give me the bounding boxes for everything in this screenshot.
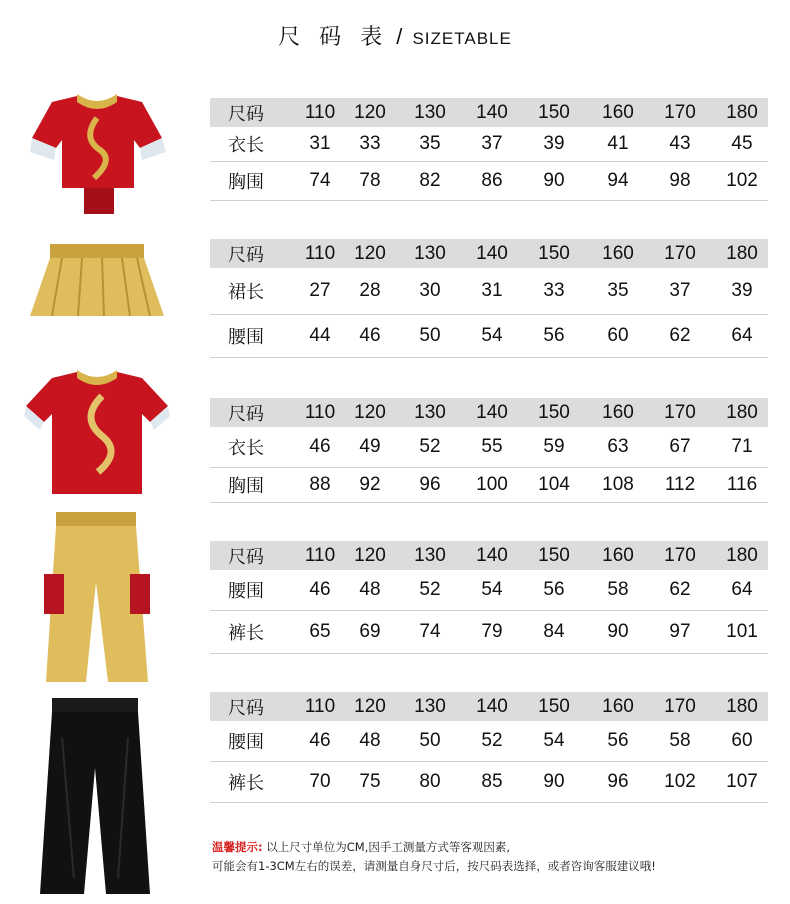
size-header-cell: 180: [726, 695, 758, 717]
table-cell: 101: [726, 621, 758, 642]
size-header-cell: 180: [726, 242, 758, 264]
table-cell: 48: [359, 730, 381, 751]
size-header-cell: 120: [354, 401, 386, 423]
table-row: [210, 239, 768, 268]
size-header-cell: 140: [476, 242, 508, 264]
table-row: [210, 398, 768, 427]
row-label: 裤长: [228, 623, 264, 644]
table-row: [210, 721, 768, 762]
row-label: 尺码: [228, 697, 264, 719]
row-label: 裙长: [228, 282, 264, 303]
table-row: [210, 127, 768, 162]
table-row: [210, 268, 768, 315]
table-cell: 84: [543, 621, 565, 642]
size-header-cell: 120: [354, 695, 386, 717]
warm-tip-line2: 可能会有1-3CM左右的误差，请测量自身尺寸后，按尺码表选择，或者咨询客服建议哦!: [212, 859, 656, 873]
size-header-cell: 180: [726, 101, 758, 123]
table-cell: 116: [726, 474, 758, 495]
warm-tip: [212, 838, 656, 876]
table-cell: 28: [359, 280, 381, 301]
row-label: 腰围: [228, 581, 264, 602]
row-label: 尺码: [228, 403, 264, 425]
table-cell: 96: [419, 474, 441, 495]
title-slash: /: [388, 24, 413, 49]
size-header-cell: 130: [414, 695, 446, 717]
table-cell: 27: [309, 280, 331, 301]
size-header-cell: 170: [664, 242, 696, 264]
size-header-cell: 150: [538, 695, 570, 717]
table-cell: 104: [538, 474, 570, 495]
table-cell: 74: [309, 170, 331, 191]
size-header-cell: 140: [476, 544, 508, 566]
table-cell: 92: [359, 474, 381, 495]
table-cell: 62: [669, 325, 691, 346]
table-cell: 50: [419, 325, 441, 346]
table-cell: 97: [669, 621, 691, 642]
table-cell: 49: [359, 436, 381, 457]
table-cell: 100: [476, 474, 508, 495]
table-row: [210, 570, 768, 611]
table-cell: 112: [664, 474, 696, 495]
gold-pants-image: [22, 512, 172, 688]
size-header-cell: 170: [664, 101, 696, 123]
table-cell: 46: [359, 325, 381, 346]
table-cell: 52: [419, 579, 441, 600]
table-cell: 96: [607, 771, 629, 792]
size-header-cell: 120: [354, 544, 386, 566]
table-cell: 55: [481, 436, 503, 457]
table-cell: 98: [669, 170, 691, 191]
table-cell: 63: [607, 436, 629, 457]
size-header-cell: 180: [726, 401, 758, 423]
table-cell: 102: [726, 170, 758, 191]
table-cell: 65: [309, 621, 331, 642]
size-header-cell: 150: [538, 401, 570, 423]
table-cell: 41: [607, 133, 629, 154]
table-cell: 33: [543, 280, 565, 301]
table-cell: 33: [359, 133, 381, 154]
table-cell: 46: [309, 579, 331, 600]
size-header-cell: 160: [602, 101, 634, 123]
size-header-cell: 180: [726, 544, 758, 566]
row-label: 腰围: [228, 732, 264, 753]
row-label: 腰围: [228, 327, 264, 348]
size-table-2: [210, 239, 768, 358]
table-cell: 46: [309, 436, 331, 457]
gold-skirt-image: [22, 244, 172, 324]
table-cell: 30: [419, 280, 441, 301]
table-cell: 78: [359, 170, 381, 191]
table-row: [210, 611, 768, 654]
table-row: [210, 762, 768, 803]
table-cell: 35: [419, 133, 441, 154]
row-label: 衣长: [228, 438, 264, 459]
table-cell: 52: [419, 436, 441, 457]
table-cell: 74: [419, 621, 441, 642]
size-header-cell: 170: [664, 401, 696, 423]
row-label: 衣长: [228, 135, 264, 156]
table-cell: 82: [419, 170, 441, 191]
table-cell: 56: [607, 730, 629, 751]
table-row: [210, 162, 768, 201]
row-label: 尺码: [228, 244, 264, 266]
table-cell: 90: [543, 170, 565, 191]
table-cell: 60: [731, 730, 753, 751]
table-cell: 54: [481, 579, 503, 600]
table-cell: 39: [731, 280, 753, 301]
table-cell: 37: [481, 133, 503, 154]
table-cell: 90: [543, 771, 565, 792]
size-header-cell: 140: [476, 401, 508, 423]
table-cell: 94: [607, 170, 629, 191]
table-cell: 90: [607, 621, 629, 642]
red-crop-top-image: [22, 88, 172, 218]
table-cell: 31: [481, 280, 503, 301]
table-cell: 44: [309, 325, 331, 346]
size-header-cell: 110: [304, 695, 336, 717]
table-cell: 102: [664, 771, 696, 792]
table-cell: 37: [669, 280, 691, 301]
table-cell: 50: [419, 730, 441, 751]
table-cell: 86: [481, 170, 503, 191]
size-header-cell: 140: [476, 101, 508, 123]
warm-tip-line1: 以上尺寸单位为CM,因手工测量方式等客观因素,: [266, 840, 511, 854]
table-cell: 58: [669, 730, 691, 751]
size-header-cell: 160: [602, 401, 634, 423]
table-cell: 64: [731, 579, 753, 600]
table-row: [210, 315, 768, 358]
title-en: SIZETABLE: [412, 29, 512, 48]
row-label: 胸围: [228, 476, 264, 497]
size-header-cell: 150: [538, 101, 570, 123]
table-cell: 80: [419, 771, 441, 792]
size-header-cell: 110: [304, 544, 336, 566]
black-pants-image: [22, 698, 172, 898]
table-row: [210, 427, 768, 468]
size-header-cell: 140: [476, 695, 508, 717]
page-title: [0, 20, 790, 51]
table-cell: 59: [543, 436, 565, 457]
size-header-cell: 130: [414, 101, 446, 123]
table-cell: 39: [543, 133, 565, 154]
table-cell: 85: [481, 771, 503, 792]
size-header-cell: 150: [538, 242, 570, 264]
table-cell: 58: [607, 579, 629, 600]
table-row: [210, 468, 768, 503]
row-label: 尺码: [228, 103, 264, 125]
size-header-cell: 170: [664, 695, 696, 717]
table-cell: 31: [309, 133, 331, 154]
size-header-cell: 130: [414, 242, 446, 264]
row-label: 尺码: [228, 546, 264, 568]
table-row: [210, 98, 768, 127]
table-row: [210, 541, 768, 570]
table-row: [210, 692, 768, 721]
size-header-cell: 130: [414, 401, 446, 423]
table-cell: 54: [481, 325, 503, 346]
size-header-cell: 150: [538, 544, 570, 566]
warm-tip-label: 温馨提示:: [212, 840, 263, 854]
red-shirt-image: [22, 366, 172, 498]
size-table-4: [210, 541, 768, 654]
size-header-cell: 110: [304, 401, 336, 423]
size-header-cell: 160: [602, 242, 634, 264]
table-cell: 107: [726, 771, 758, 792]
table-cell: 56: [543, 579, 565, 600]
size-table-5: [210, 692, 768, 803]
table-cell: 71: [731, 436, 753, 457]
table-cell: 75: [359, 771, 381, 792]
table-cell: 70: [309, 771, 331, 792]
table-cell: 35: [607, 280, 629, 301]
table-cell: 45: [731, 133, 753, 154]
size-header-cell: 160: [602, 544, 634, 566]
size-table-3: [210, 398, 768, 503]
table-cell: 88: [309, 474, 331, 495]
table-cell: 69: [359, 621, 381, 642]
size-header-cell: 120: [354, 242, 386, 264]
size-header-cell: 130: [414, 544, 446, 566]
title-cn: 尺 码 表: [278, 25, 389, 50]
size-header-cell: 170: [664, 544, 696, 566]
table-cell: 48: [359, 579, 381, 600]
table-cell: 108: [602, 474, 634, 495]
table-cell: 43: [669, 133, 691, 154]
size-table-1: [210, 98, 768, 201]
table-cell: 62: [669, 579, 691, 600]
table-cell: 60: [607, 325, 629, 346]
table-cell: 54: [543, 730, 565, 751]
table-cell: 56: [543, 325, 565, 346]
row-label: 裤长: [228, 773, 264, 794]
table-cell: 52: [481, 730, 503, 751]
row-label: 胸围: [228, 172, 264, 193]
size-header-cell: 120: [354, 101, 386, 123]
table-cell: 67: [669, 436, 691, 457]
table-cell: 46: [309, 730, 331, 751]
size-header-cell: 110: [304, 101, 336, 123]
table-cell: 79: [481, 621, 503, 642]
table-cell: 64: [731, 325, 753, 346]
size-header-cell: 160: [602, 695, 634, 717]
size-header-cell: 110: [304, 242, 336, 264]
